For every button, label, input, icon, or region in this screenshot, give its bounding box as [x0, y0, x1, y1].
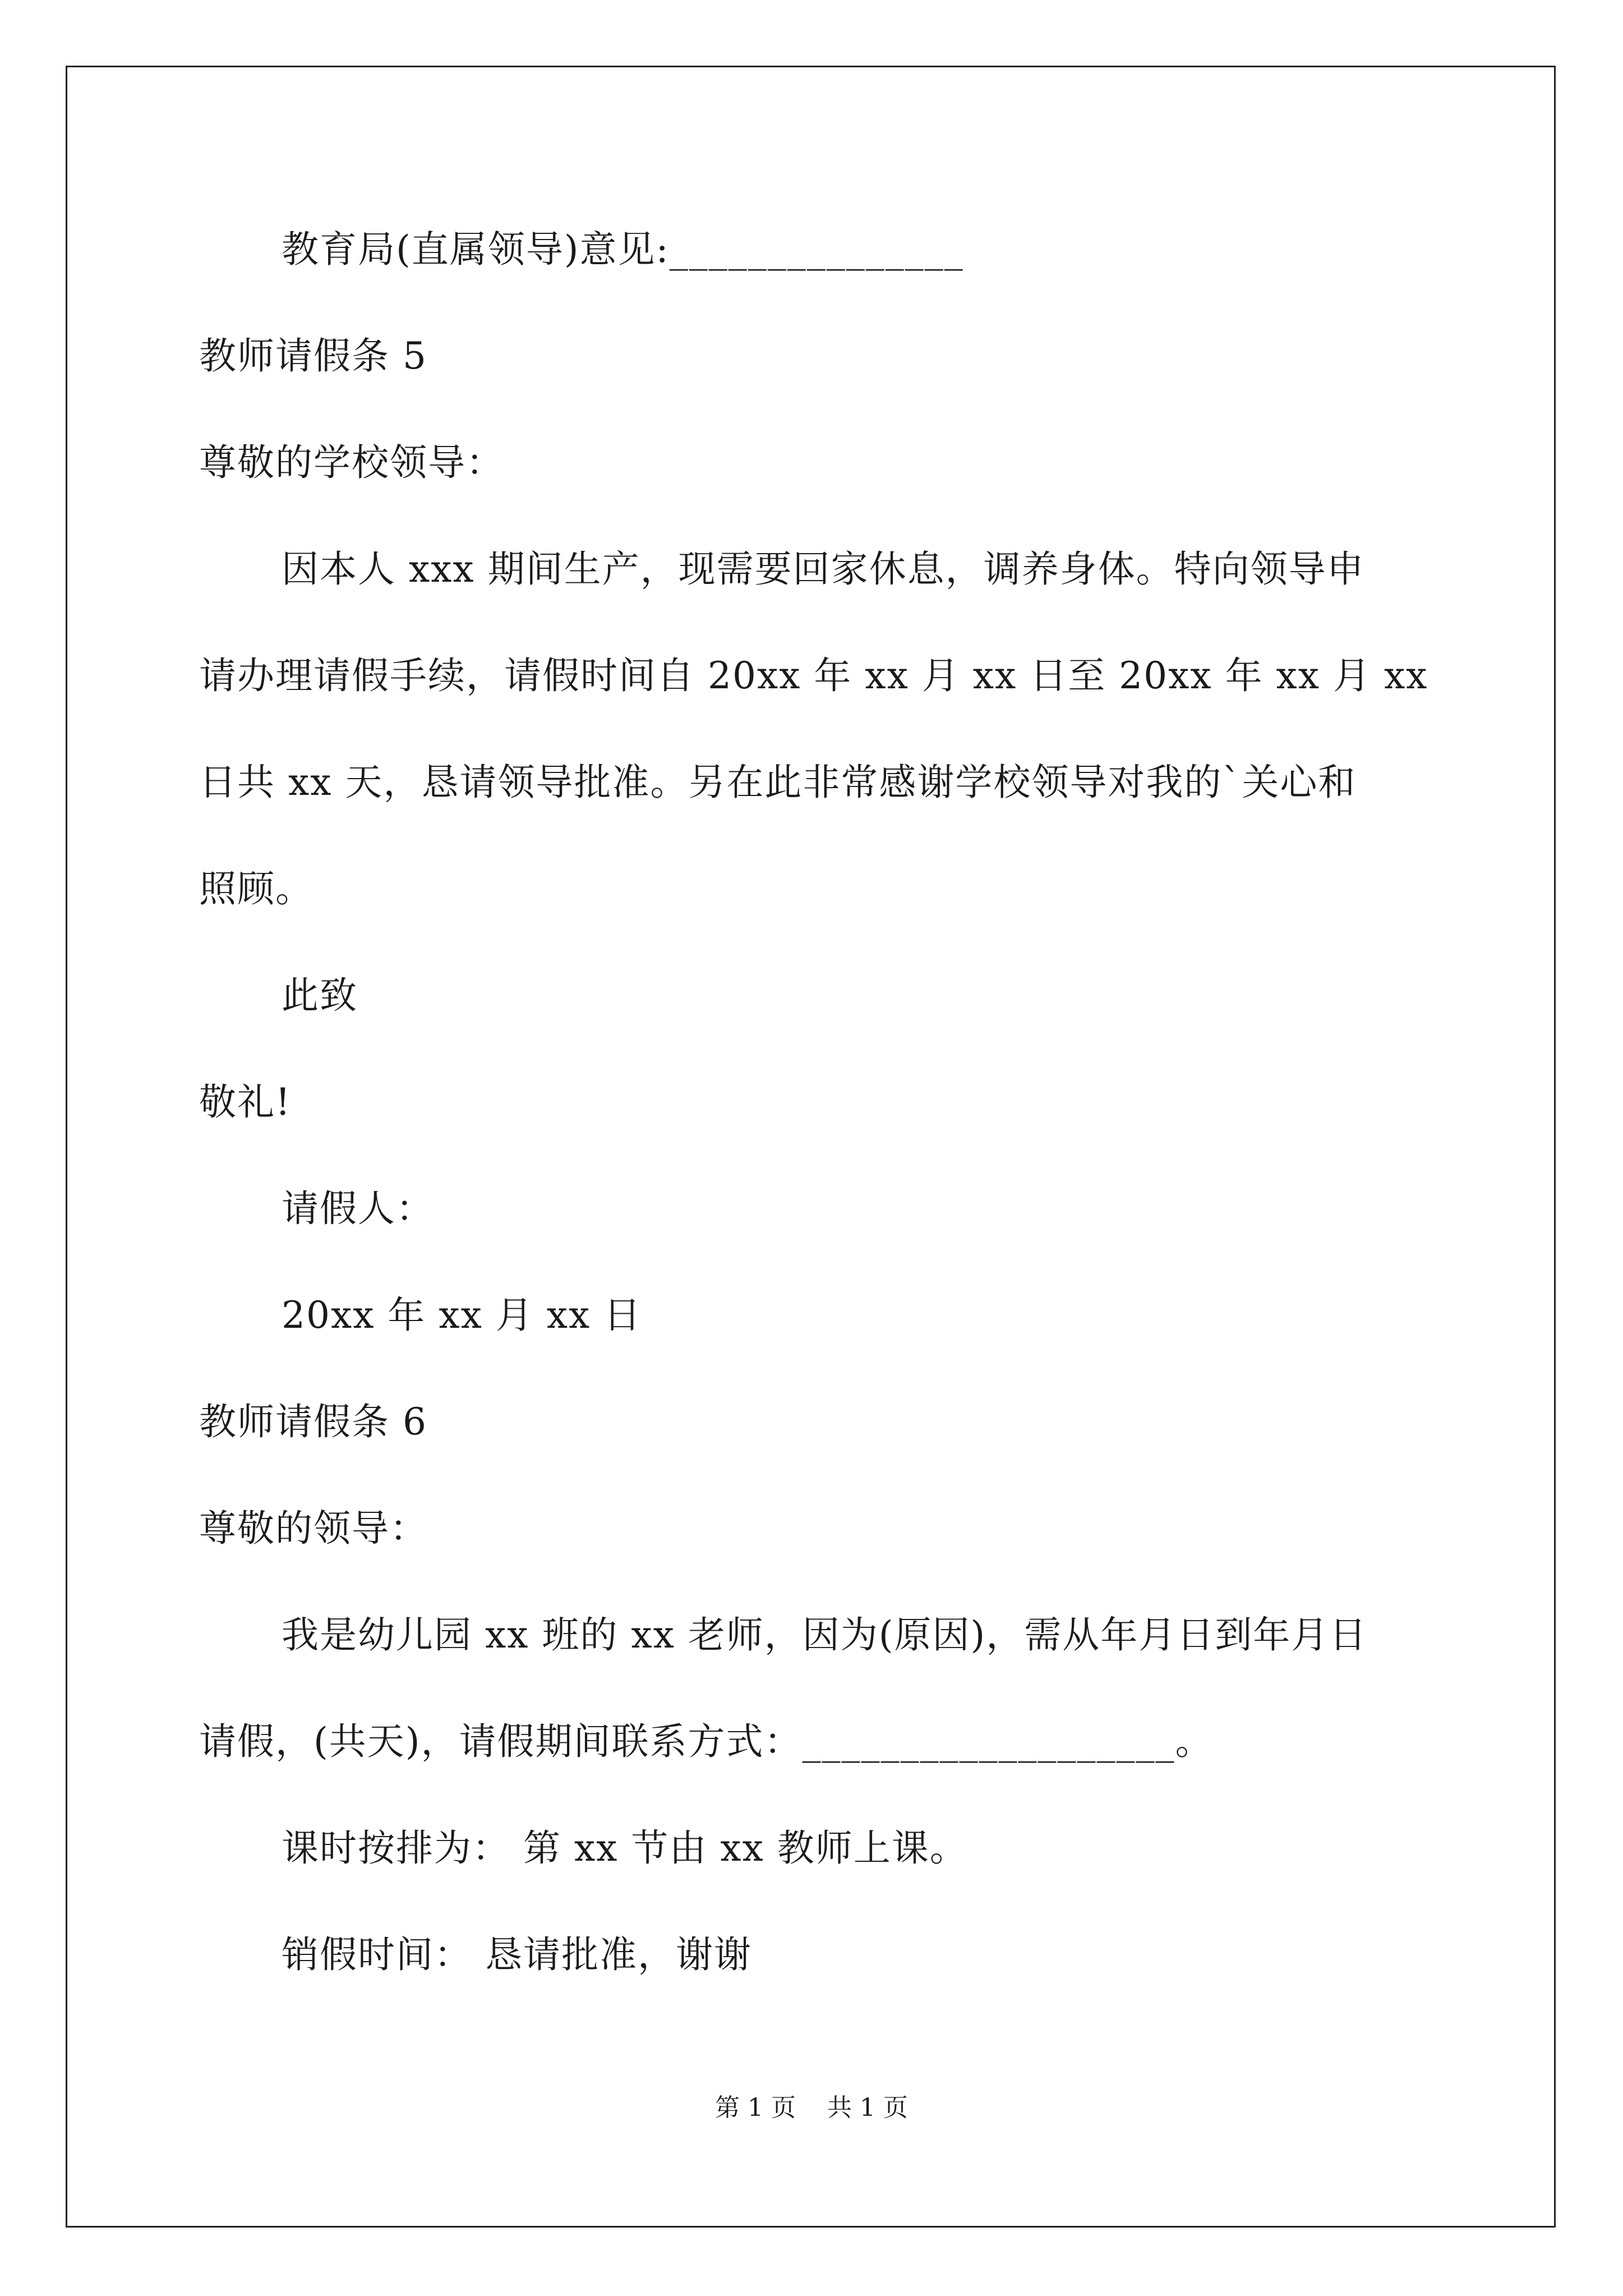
body-paragraph-line-2: 请办理请假手续，请假时间自 20xx 年 xx 月 xx 日至 20xx 年 xx 月 xx — [199, 654, 1428, 697]
body-paragraph-line-1: 因本人 xxx 期间生产，现需要回家休息，调养身体。特向领导申 — [282, 547, 1365, 591]
closing-cizhi: 此致 — [282, 974, 358, 1017]
class-arrangement-line: 课时按排为： 第 xx 节由 xx 教师上课。 — [282, 1826, 968, 1870]
page-footer: 第 1 页 共 1 页 — [715, 2093, 908, 2122]
leave-cancellation-line: 销假时间： 恳请批准，谢谢 — [282, 1933, 752, 1976]
salutation-leaders: 尊敬的领导： — [199, 1507, 428, 1550]
applicant-label: 请假人： — [282, 1187, 434, 1230]
body-paragraph-line-4: 照顾。 — [199, 867, 313, 910]
date-line: 20xx 年 xx 月 xx 日 — [282, 1294, 642, 1337]
salutation-school-leaders: 尊敬的学校领导： — [199, 441, 504, 484]
body-paragraph2-line-2: 请假，(共天)，请假期间联系方式：___________________。 — [199, 1720, 1214, 1763]
section-heading-6: 教师请假条 6 — [199, 1400, 427, 1443]
body-paragraph2-line-1: 我是幼儿园 xx 班的 xx 老师，因为(原因)，需从年月日到年月日 — [282, 1613, 1368, 1657]
section-heading-5: 教师请假条 5 — [199, 334, 427, 378]
body-paragraph-line-3: 日共 xx 天，恳请领导批准。另在此非常感谢学校领导对我的`关心和 — [199, 761, 1357, 804]
closing-jingli: 敬礼! — [199, 1080, 292, 1124]
page-frame — [66, 66, 1556, 2228]
bureau-opinion-line: 教育局(直属领导)意见:_______________ — [282, 228, 964, 271]
